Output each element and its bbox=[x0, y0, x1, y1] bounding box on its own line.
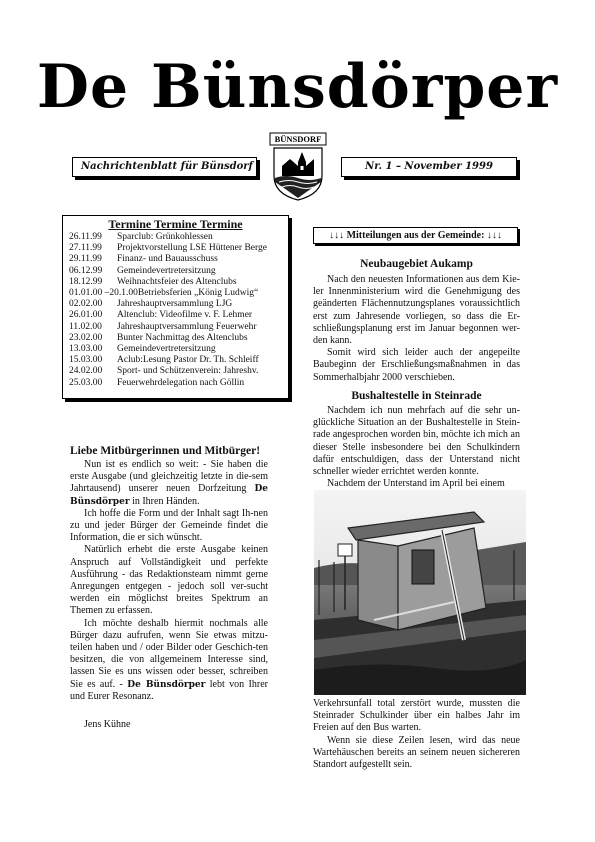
letter-text: lebt von Ihrer und Eurer Resonanz. bbox=[70, 678, 268, 702]
letter-text: Ich möchte deshalb hiermit nochmals alle Bürger dazu aufrufen, wenn Sie etwas mitzu-teilen haben und / oder Bilder oder Geschich-ten besitzen, die von allgemeinem Interesse sind, lassen Sie es uns wissen oder besser, schreiben Sie es auf. - bbox=[70, 617, 268, 690]
letter-text: in Ihren Händen. bbox=[132, 495, 200, 507]
termine-text: Sparclub: Grünkohlessen bbox=[117, 232, 213, 242]
termine-date: 27.11.99 bbox=[69, 243, 102, 254]
bus-paragraph: Nachdem der Unterstand im April bei einem bbox=[327, 478, 505, 490]
termine-date: 26.01.00 bbox=[69, 310, 103, 321]
letter-paragraph bbox=[70, 618, 268, 703]
termine-text: Jahreshauptversammlung LJG bbox=[117, 299, 233, 310]
termine-text: Feuerwehrdelegation nach Göllin bbox=[117, 377, 245, 388]
termine-item bbox=[69, 366, 282, 377]
bus-paragraph: Verkehrsunfall total zerstört wurde, mussten die Steinrader Schulkinder über ein halbes Jahr im Freien auf den Bus warten. bbox=[313, 698, 520, 734]
termine-item bbox=[69, 243, 282, 254]
termine-box bbox=[62, 215, 289, 399]
termine-text: Sport- und Schützenverein: Jahreshv. bbox=[117, 366, 259, 377]
termine-item bbox=[69, 344, 282, 355]
issue-bar: Nr. 1 – November 1999 bbox=[341, 157, 517, 177]
termine-item bbox=[69, 232, 282, 243]
bus-article-continued bbox=[313, 698, 520, 771]
termine-item bbox=[69, 277, 282, 288]
bus-paragraph: Wenn sie diese Zeilen lesen, wird das neue Wartehäuschen bereits an seinem neuen sichereren Standort aufgestellt sein. bbox=[313, 734, 520, 771]
termine-text: Bunter Nachmittag des Altenclubs bbox=[117, 332, 248, 343]
letter-article bbox=[70, 444, 268, 731]
termine-text: Gemeindevertretersitzung bbox=[117, 344, 216, 355]
termine-date: 23.02.00 bbox=[69, 332, 103, 343]
subtitle-bar: Nachrichtenblatt für Bünsdorf bbox=[72, 157, 257, 177]
crest-logo bbox=[269, 132, 327, 202]
termine-date: 24.02.00 bbox=[69, 366, 103, 377]
termine-date: 15.03.00 bbox=[69, 355, 103, 366]
masthead-title: De Bünsdörper bbox=[36, 52, 559, 122]
paper-name: De Bünsdörper bbox=[127, 679, 206, 690]
paper-name: De Bünsdörper bbox=[70, 484, 268, 507]
signature: Jens Kühne bbox=[84, 719, 131, 731]
termine-item bbox=[69, 266, 282, 277]
mitteilungen-banner: ↓↓↓ Mitteilungen aus der Gemeinde: ↓↓↓ bbox=[313, 227, 518, 244]
bus-article bbox=[313, 389, 520, 490]
termine-date: 26.11.99 bbox=[69, 232, 102, 242]
termine-date: 25.03.00 bbox=[69, 377, 103, 388]
neubau-paragraph: Nach den neuesten Informationen aus dem Kie-ler Innenministerium wird die Genehmigung des geänderten Flächennutzungsplanes voraussichtlich erst zum Jahresende vorliegen, so dass die Er-schließungsplanung erst im Januar begonnen wer-den kann. bbox=[313, 274, 520, 347]
termine-date: 11.02.00 bbox=[69, 321, 102, 332]
termine-date: 02.02.00 bbox=[69, 299, 103, 310]
termine-text: Altenclub: Videofilme v. F. Lehmer bbox=[117, 310, 253, 321]
termine-item bbox=[69, 299, 282, 310]
termine-item bbox=[69, 254, 282, 265]
letter-heading: Liebe Mitbürgerinnen und Mitbürger! bbox=[70, 445, 261, 457]
neubau-paragraph: Somit wird sich leider auch der angepeilte Baubeginn der Erschließungsmaßnahmen in das Sommerhalbjahr 2000 verschieben. bbox=[313, 347, 520, 383]
termine-list bbox=[69, 232, 282, 389]
crest-label: BÜNSDORF bbox=[274, 134, 322, 144]
neubau-article bbox=[313, 257, 520, 384]
termine-text: Finanz- und Bauausschuss bbox=[117, 254, 218, 265]
termine-date: 01.01.00 bbox=[69, 288, 103, 299]
termine-text: Aclub:Lesung Pastor Dr. Th. Schleiff bbox=[117, 355, 259, 366]
termine-date: 18.12.99 bbox=[69, 276, 103, 287]
termine-date: 06.12.99 bbox=[69, 265, 103, 276]
termine-date: 29.11.99 bbox=[69, 254, 102, 265]
letter-paragraph bbox=[70, 459, 268, 508]
letter-paragraph: Natürlich erhebt die erste Ausgabe keinen Anspruch auf Vollständigkeit und perfekte Ausführung - das Redaktionsteam nimmt gerne Anregungen entgegen - jedoch soll ver-sucht werden ein möglichst breites Spektrum an Themen zu erfassen. bbox=[70, 544, 268, 617]
bus-shelter-photo bbox=[314, 490, 526, 695]
termine-item bbox=[69, 378, 282, 389]
termine-text: Projektvorstellung LSE Hüttener Berge bbox=[117, 243, 267, 254]
termine-text: Gemeindevertretersitzung bbox=[117, 265, 216, 276]
termine-text: Weihnachtsfeier des Altenclubs bbox=[117, 276, 237, 287]
bus-paragraph: Nachdem ich nun mehrfach auf die sehr un-glückliche Situation an der Bushaltestelle in Stein-rade angesprochen worden bin, möchte ich mich an dieser Stelle insbesondere bei den Schulkindern dafür entschuldigen, dass der Unterstand nicht schneller wieder errichtet werden konnte. bbox=[313, 405, 520, 478]
termine-title: Termine Termine Termine bbox=[108, 217, 243, 231]
termine-item bbox=[69, 322, 282, 333]
letter-text: Nun ist es endlich so weit: - Sie haben die erste Ausgabe (und gleichzeitig letzte in die-sem Jahrtausend) unserer neuen Dorfzeitung bbox=[70, 459, 268, 495]
termine-text: –20.1.00Betriebsferien „König Ludwig“ bbox=[104, 288, 259, 299]
termine-item bbox=[69, 355, 282, 366]
letter-paragraph: Ich hoffe die Form und der Inhalt sagt Ih-nen zu und jeder Bürger der Gemeinde findet die Information, die er sich wünscht. bbox=[70, 507, 268, 544]
termine-date: 13.03.00 bbox=[69, 344, 103, 355]
bus-heading: Bushaltestelle in Steinrade bbox=[351, 390, 482, 402]
termine-item bbox=[69, 310, 282, 321]
neubau-heading: Neubaugebiet Aukamp bbox=[360, 258, 473, 270]
termine-item bbox=[69, 333, 282, 344]
termine-item bbox=[69, 288, 282, 299]
termine-text: Jahreshauptversammlung Feuerwehr bbox=[117, 321, 257, 332]
